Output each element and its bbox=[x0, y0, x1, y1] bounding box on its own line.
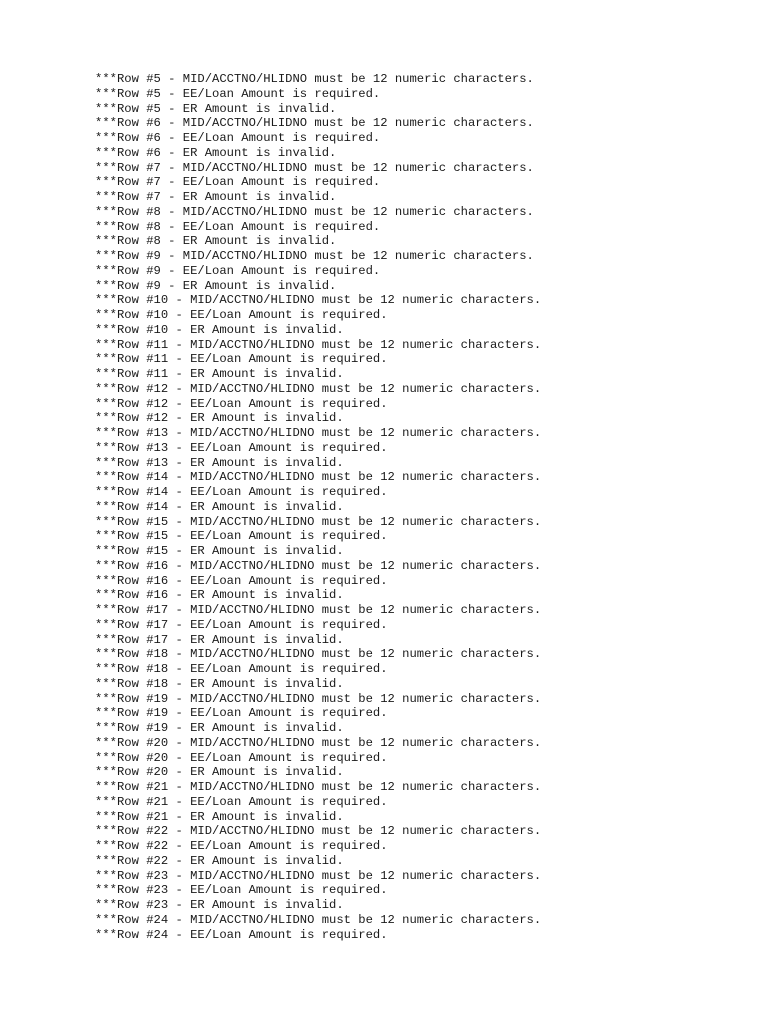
log-line: ***Row #18 - MID/ACCTNO/HLIDNO must be 12 numeric characters. bbox=[95, 647, 542, 662]
log-line: ***Row #15 - ER Amount is invalid. bbox=[95, 544, 344, 558]
log-line: ***Row #22 - ER Amount is invalid. bbox=[95, 853, 344, 868]
log-line: ***Row #22 - EE/Loan Amount is required. bbox=[95, 839, 388, 853]
log-line: ***Row #14 - MID/ACCTNO/HLIDNO must be 12 numeric characters. bbox=[95, 470, 542, 485]
log-line: ***Row #23 - ER Amount is invalid. bbox=[95, 898, 344, 912]
log-line: ***Row #10 - ER Amount is invalid. bbox=[95, 322, 344, 337]
log-line: ***Row #12 - MID/ACCTNO/HLIDNO must be 12 numeric characters. bbox=[95, 381, 542, 396]
log-line: ***Row #24 - MID/ACCTNO/HLIDNO must be 12 numeric characters. bbox=[95, 912, 542, 927]
log-line: ***Row #23 - MID/ACCTNO/HLIDNO must be 12 numeric characters. bbox=[95, 868, 542, 883]
log-line: ***Row #19 - MID/ACCTNO/HLIDNO must be 12 numeric characters. bbox=[95, 691, 542, 706]
log-line: ***Row #20 - EE/Loan Amount is required. bbox=[95, 750, 388, 765]
log-line: ***Row #18 - ER Amount is invalid. bbox=[95, 676, 344, 691]
log-line: ***Row #16 - MID/ACCTNO/HLIDNO must be 12 numeric characters. bbox=[95, 558, 542, 573]
log-line: ***Row #7 - MID/ACCTNO/HLIDNO must be 12 numeric characters. bbox=[95, 160, 534, 175]
log-line: ***Row #13 - ER Amount is invalid. bbox=[95, 455, 344, 470]
log-line: ***Row #19 - EE/Loan Amount is required. bbox=[95, 706, 388, 721]
log-line: ***Row #7 - ER Amount is invalid. bbox=[95, 190, 337, 204]
log-line: ***Row #21 - MID/ACCTNO/HLIDNO must be 12 numeric characters. bbox=[95, 780, 542, 794]
log-line: ***Row #7 - EE/Loan Amount is required. bbox=[95, 175, 381, 190]
log-line: ***Row #11 - ER Amount is invalid. bbox=[95, 367, 344, 381]
log-line: ***Row #22 - MID/ACCTNO/HLIDNO must be 12 numeric characters. bbox=[95, 824, 542, 839]
log-line: ***Row #8 - ER Amount is invalid. bbox=[95, 234, 337, 249]
log-line: ***Row #5 - EE/Loan Amount is required. bbox=[95, 86, 381, 101]
log-line: ***Row #10 - EE/Loan Amount is required. bbox=[95, 308, 388, 322]
log-line: ***Row #11 - MID/ACCTNO/HLIDNO must be 12 numeric characters. bbox=[95, 337, 542, 352]
log-line: ***Row #23 - EE/Loan Amount is required. bbox=[95, 883, 388, 898]
log-line: ***Row #5 - ER Amount is invalid. bbox=[95, 101, 337, 116]
log-line: ***Row #24 - EE/Loan Amount is required. bbox=[95, 927, 388, 942]
log-line: ***Row #6 - EE/Loan Amount is required. bbox=[95, 131, 381, 145]
log-line: ***Row #16 - EE/Loan Amount is required. bbox=[95, 573, 388, 588]
log-line: ***Row #9 - ER Amount is invalid. bbox=[95, 278, 337, 293]
log-line: ***Row #21 - ER Amount is invalid. bbox=[95, 809, 344, 824]
log-line: ***Row #6 - ER Amount is invalid. bbox=[95, 145, 337, 160]
log-line: ***Row #9 - MID/ACCTNO/HLIDNO must be 12 numeric characters. bbox=[95, 249, 534, 263]
log-line: ***Row #8 - EE/Loan Amount is required. bbox=[95, 219, 381, 234]
log-line: ***Row #17 - MID/ACCTNO/HLIDNO must be 12 numeric characters. bbox=[95, 603, 542, 617]
log-line: ***Row #14 - ER Amount is invalid. bbox=[95, 499, 344, 514]
log-line: ***Row #18 - EE/Loan Amount is required. bbox=[95, 662, 388, 676]
log-line: ***Row #14 - EE/Loan Amount is required. bbox=[95, 485, 388, 499]
log-line: ***Row #9 - EE/Loan Amount is required. bbox=[95, 263, 381, 278]
log-line: ***Row #15 - EE/Loan Amount is required. bbox=[95, 529, 388, 544]
log-line: ***Row #11 - EE/Loan Amount is required. bbox=[95, 352, 388, 367]
log-line: ***Row #20 - MID/ACCTNO/HLIDNO must be 12 numeric characters. bbox=[95, 735, 542, 750]
log-line: ***Row #8 - MID/ACCTNO/HLIDNO must be 12 numeric characters. bbox=[95, 204, 534, 219]
log-line: ***Row #10 - MID/ACCTNO/HLIDNO must be 12 numeric characters. bbox=[95, 293, 542, 308]
log-line: ***Row #20 - ER Amount is invalid. bbox=[95, 765, 344, 780]
log-line: ***Row #19 - ER Amount is invalid. bbox=[95, 721, 344, 735]
log-line: ***Row #12 - ER Amount is invalid. bbox=[95, 411, 344, 426]
log-line: ***Row #17 - ER Amount is invalid. bbox=[95, 632, 344, 647]
log-line: ***Row #15 - MID/ACCTNO/HLIDNO must be 12 numeric characters. bbox=[95, 514, 542, 529]
error-log bbox=[95, 72, 735, 942]
log-line: ***Row #16 - ER Amount is invalid. bbox=[95, 588, 344, 603]
log-line: ***Row #13 - MID/ACCTNO/HLIDNO must be 12 numeric characters. bbox=[95, 426, 542, 440]
log-line: ***Row #17 - EE/Loan Amount is required. bbox=[95, 617, 388, 632]
log-line: ***Row #13 - EE/Loan Amount is required. bbox=[95, 440, 388, 455]
log-line: ***Row #21 - EE/Loan Amount is required. bbox=[95, 794, 388, 809]
log-line: ***Row #5 - MID/ACCTNO/HLIDNO must be 12 numeric characters. bbox=[95, 72, 534, 86]
log-line: ***Row #12 - EE/Loan Amount is required. bbox=[95, 396, 388, 411]
log-line: ***Row #6 - MID/ACCTNO/HLIDNO must be 12 numeric characters. bbox=[95, 116, 534, 131]
